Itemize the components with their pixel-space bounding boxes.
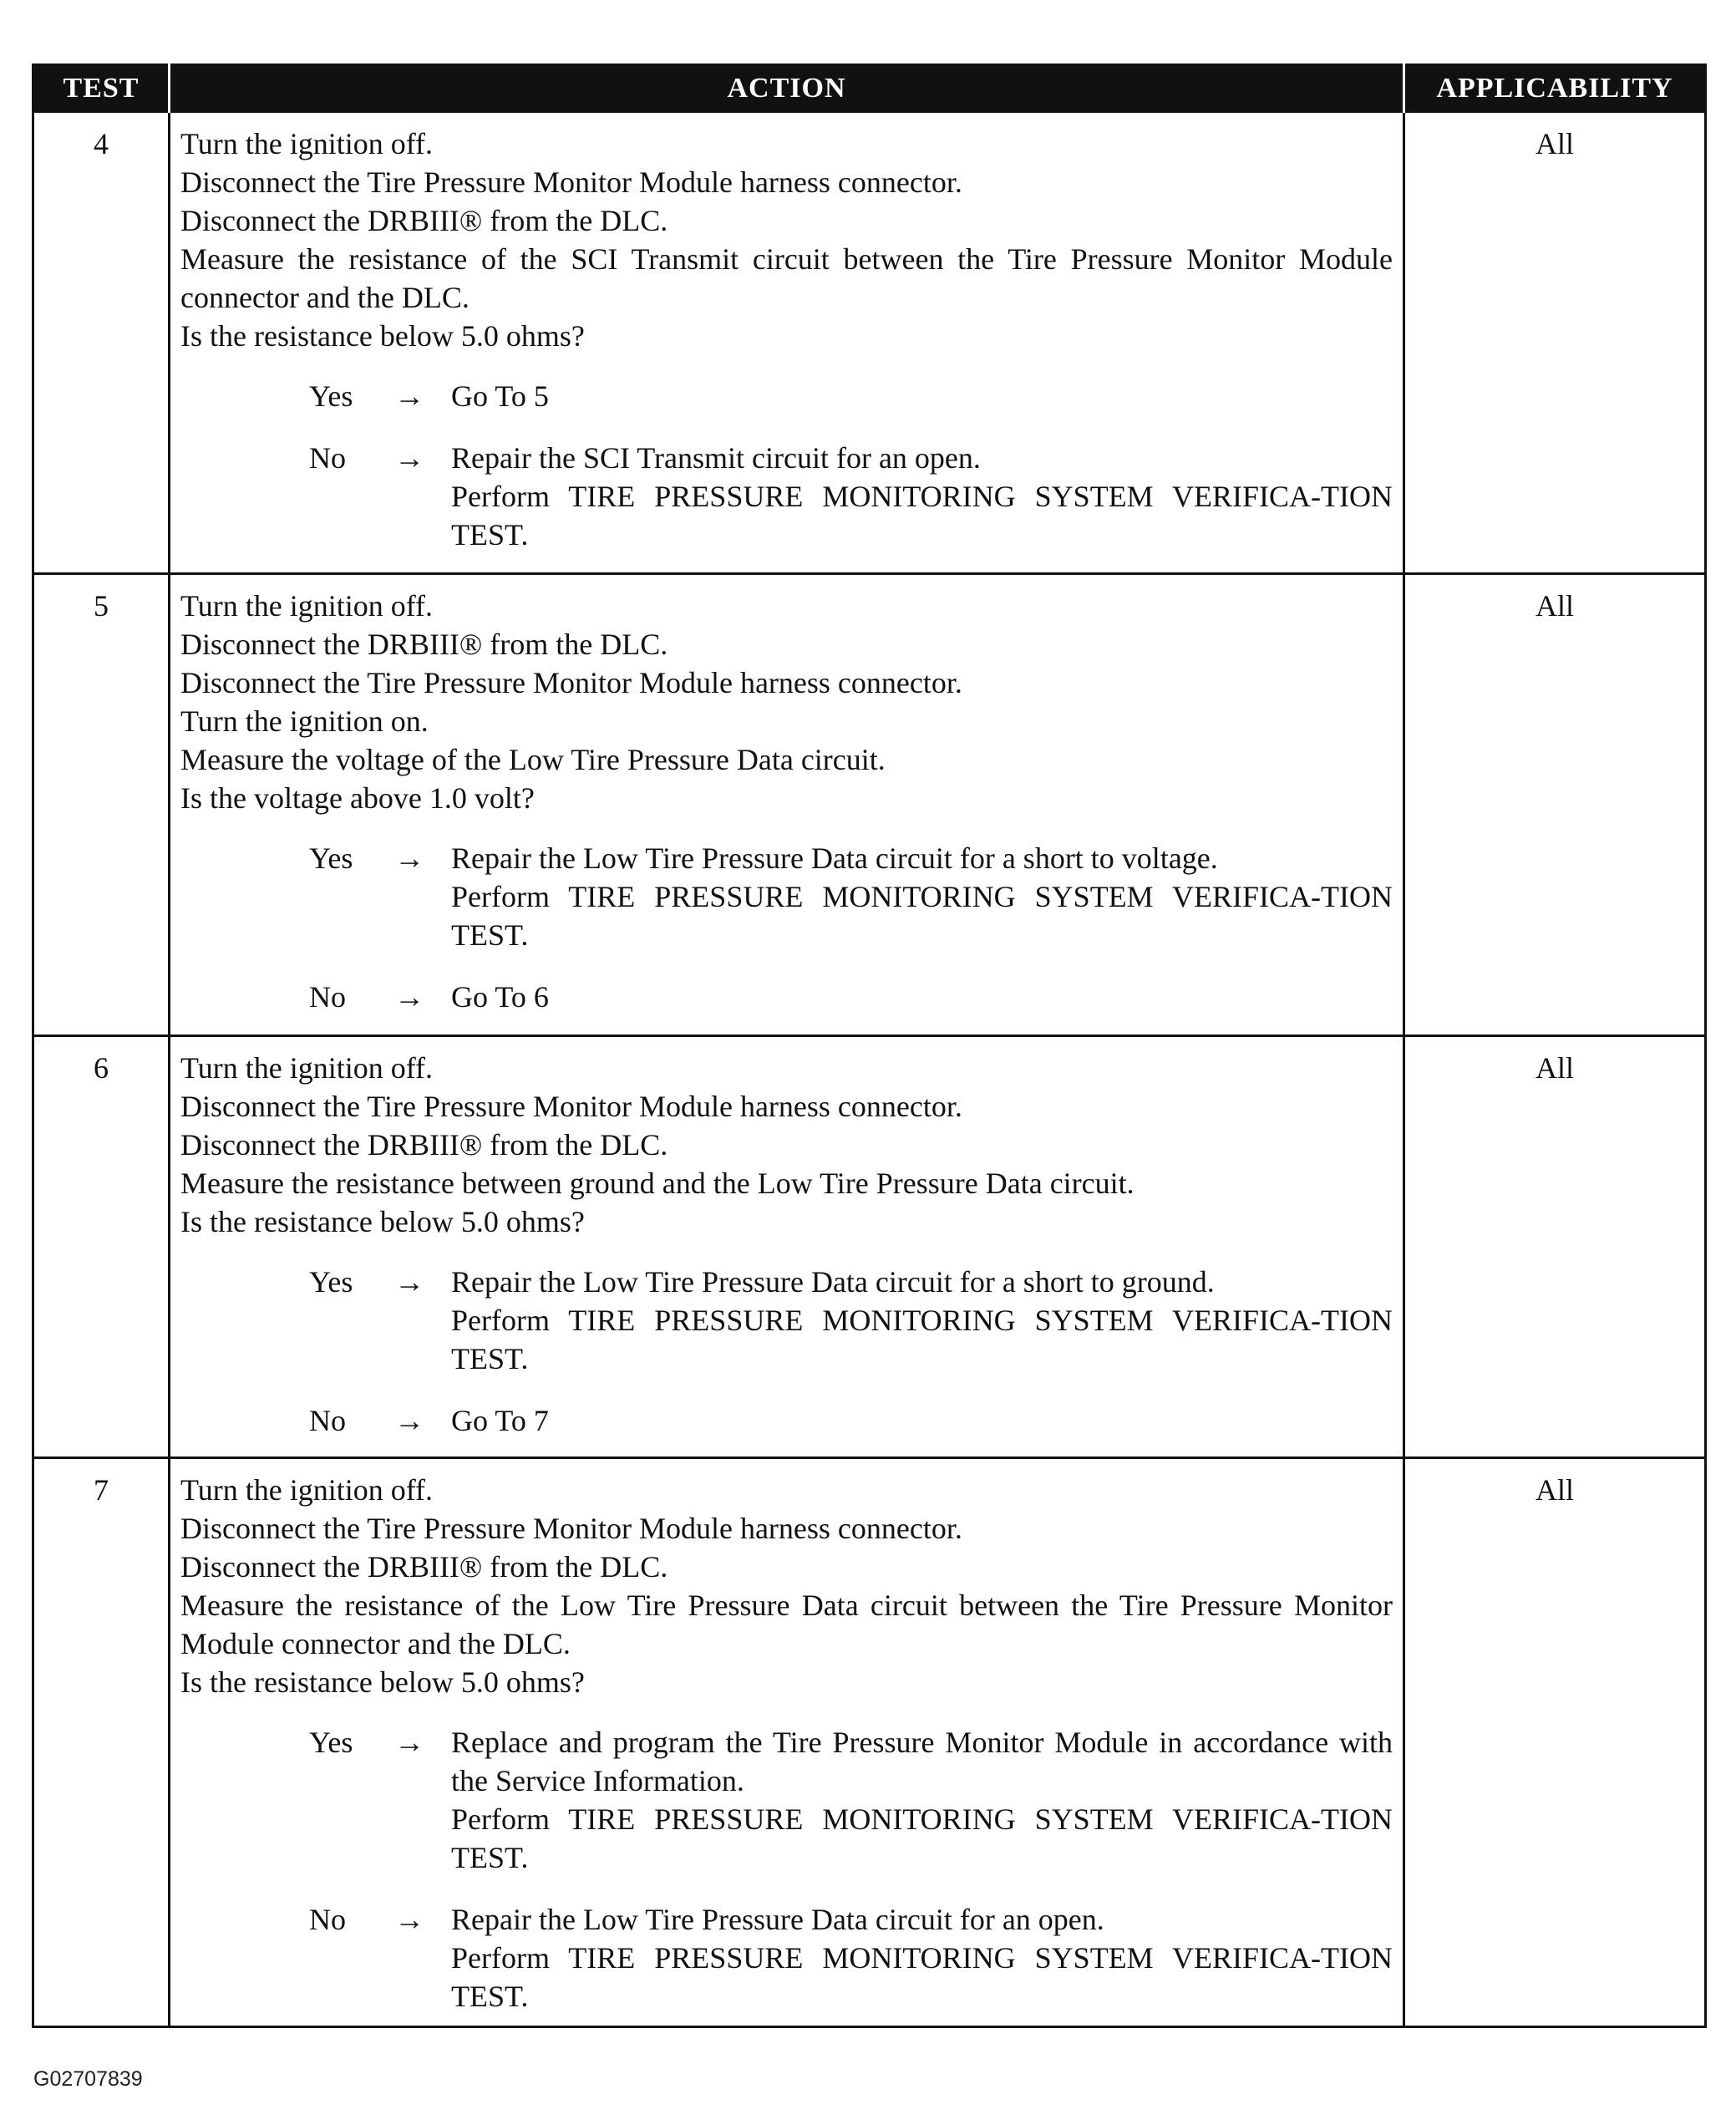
outcome-result-line: Go To 6 bbox=[451, 980, 549, 1014]
outcome-result-line: Repair the Low Tire Pressure Data circuit for a short to voltage. bbox=[451, 841, 1218, 875]
action-step: Disconnect the Tire Pressure Monitor Module harness connector. bbox=[180, 1090, 962, 1123]
action-step: Measure the voltage of the Low Tire Pressure Data circuit. bbox=[180, 743, 886, 776]
test-number: 7 bbox=[33, 1458, 170, 2027]
outcome-result bbox=[451, 377, 1393, 415]
arrow-right-icon: → bbox=[394, 841, 424, 875]
outcome-result-line: Repair the Low Tire Pressure Data circuit for a short to ground. bbox=[451, 1265, 1215, 1299]
outcome-yes bbox=[180, 1263, 1393, 1378]
arrow-right-icon: → bbox=[394, 1726, 424, 1759]
test-number: 4 bbox=[33, 112, 170, 574]
applicability: All bbox=[1404, 1036, 1706, 1458]
outcome-answer: Yes bbox=[309, 841, 353, 875]
diagnostic-test-table bbox=[32, 64, 1707, 2028]
action-step: Disconnect the Tire Pressure Monitor Module harness connector. bbox=[180, 1512, 962, 1545]
outcome-result-line: Go To 7 bbox=[451, 1404, 549, 1437]
table-body bbox=[33, 112, 1706, 2027]
outcome-yes bbox=[180, 377, 1393, 415]
action-steps bbox=[180, 125, 1393, 355]
header-test: TEST bbox=[33, 65, 170, 112]
outcome-answer: No bbox=[309, 1903, 346, 1936]
action-step: Disconnect the Tire Pressure Monitor Module harness connector. bbox=[180, 165, 962, 199]
table-header bbox=[33, 65, 1706, 112]
action-step: Disconnect the DRBIII® from the DLC. bbox=[180, 1550, 668, 1584]
action-cell bbox=[170, 1036, 1404, 1458]
action-step: Is the voltage above 1.0 volt? bbox=[180, 781, 535, 815]
action-step: Disconnect the DRBIII® from the DLC. bbox=[180, 628, 668, 661]
outcome-answer: Yes bbox=[309, 1265, 353, 1299]
action-step: Is the resistance below 5.0 ohms? bbox=[180, 319, 585, 353]
arrow-right-icon: → bbox=[394, 1404, 424, 1437]
table-row bbox=[33, 574, 1706, 1036]
action-step: Turn the ignition off. bbox=[180, 1473, 434, 1507]
applicability: All bbox=[1404, 574, 1706, 1036]
outcome-result-line: Repair the SCI Transmit circuit for an open. bbox=[451, 441, 981, 475]
header-action: ACTION bbox=[170, 65, 1404, 112]
action-step: Measure the resistance between ground and the Low Tire Pressure Data circuit. bbox=[180, 1167, 1134, 1200]
outcome-result-line: Perform TIRE PRESSURE MONITORING SYSTEM VERIFICA-TION TEST. bbox=[451, 880, 1393, 952]
outcome-answer: No bbox=[309, 441, 346, 475]
arrow-right-icon: → bbox=[394, 1903, 424, 1936]
action-step: Is the resistance below 5.0 ohms? bbox=[180, 1205, 585, 1238]
outcome-result bbox=[451, 1723, 1393, 1877]
outcome-no bbox=[180, 1401, 1393, 1440]
applicability: All bbox=[1404, 1458, 1706, 2027]
outcome-result bbox=[451, 978, 1393, 1016]
action-step: Turn the ignition off. bbox=[180, 127, 434, 160]
outcome-result-line: Replace and program the Tire Pressure Monitor Module in accordance with the Service Information. bbox=[451, 1726, 1393, 1797]
outcome-answer: No bbox=[309, 980, 346, 1014]
action-step: Disconnect the DRBIII® from the DLC. bbox=[180, 204, 668, 237]
action-steps bbox=[180, 1049, 1393, 1241]
header-applicability: APPLICABILITY bbox=[1404, 65, 1706, 112]
arrow-right-icon: → bbox=[394, 980, 424, 1014]
test-number: 5 bbox=[33, 574, 170, 1036]
action-steps bbox=[180, 587, 1393, 817]
outcome-answer: Yes bbox=[309, 1726, 353, 1759]
outcome-yes bbox=[180, 1723, 1393, 1877]
table-row bbox=[33, 112, 1706, 574]
outcome-result-line: Repair the Low Tire Pressure Data circuit for an open. bbox=[451, 1903, 1104, 1936]
outcome-result bbox=[451, 839, 1393, 954]
outcome-result-line: Perform TIRE PRESSURE MONITORING SYSTEM VERIFICA-TION TEST. bbox=[451, 480, 1393, 552]
outcome-answer: No bbox=[309, 1404, 346, 1437]
action-step: Disconnect the Tire Pressure Monitor Module harness connector. bbox=[180, 666, 962, 699]
action-step: Measure the resistance of the Low Tire Pressure Data circuit between the Tire Pressure Monitor Module connector and the DLC. bbox=[180, 1589, 1393, 1660]
action-steps bbox=[180, 1471, 1393, 1701]
figure-code: G02707839 bbox=[33, 2067, 143, 2091]
outcome-result-line: Perform TIRE PRESSURE MONITORING SYSTEM VERIFICA-TION TEST. bbox=[451, 1304, 1393, 1375]
outcome-result-line: Perform TIRE PRESSURE MONITORING SYSTEM VERIFICA-TION TEST. bbox=[451, 1802, 1393, 1874]
arrow-right-icon: → bbox=[394, 379, 424, 413]
outcome-result bbox=[451, 1900, 1393, 2016]
action-cell bbox=[170, 112, 1404, 574]
action-step: Turn the ignition off. bbox=[180, 1051, 434, 1085]
action-cell bbox=[170, 574, 1404, 1036]
action-step: Is the resistance below 5.0 ohms? bbox=[180, 1665, 585, 1699]
outcome-no bbox=[180, 1900, 1393, 2016]
action-step: Disconnect the DRBIII® from the DLC. bbox=[180, 1128, 668, 1162]
table-row bbox=[33, 1458, 1706, 2027]
action-step: Turn the ignition off. bbox=[180, 589, 434, 623]
outcome-result bbox=[451, 1401, 1393, 1440]
outcome-result-line: Perform TIRE PRESSURE MONITORING SYSTEM VERIFICA-TION TEST. bbox=[451, 1941, 1393, 2013]
outcome-result-line: Go To 5 bbox=[451, 379, 549, 413]
arrow-right-icon: → bbox=[394, 1265, 424, 1299]
outcome-no bbox=[180, 439, 1393, 554]
outcome-no bbox=[180, 978, 1393, 1016]
outcome-result bbox=[451, 439, 1393, 554]
action-step: Turn the ignition on. bbox=[180, 704, 429, 738]
action-cell bbox=[170, 1458, 1404, 2027]
outcome-result bbox=[451, 1263, 1393, 1378]
test-number: 6 bbox=[33, 1036, 170, 1458]
outcome-answer: Yes bbox=[309, 379, 353, 413]
arrow-right-icon: → bbox=[394, 441, 424, 475]
outcome-yes bbox=[180, 839, 1393, 954]
applicability: All bbox=[1404, 112, 1706, 574]
table-row bbox=[33, 1036, 1706, 1458]
action-step: Measure the resistance of the SCI Transmit circuit between the Tire Pressure Monitor Module connector and the DLC. bbox=[180, 242, 1393, 314]
